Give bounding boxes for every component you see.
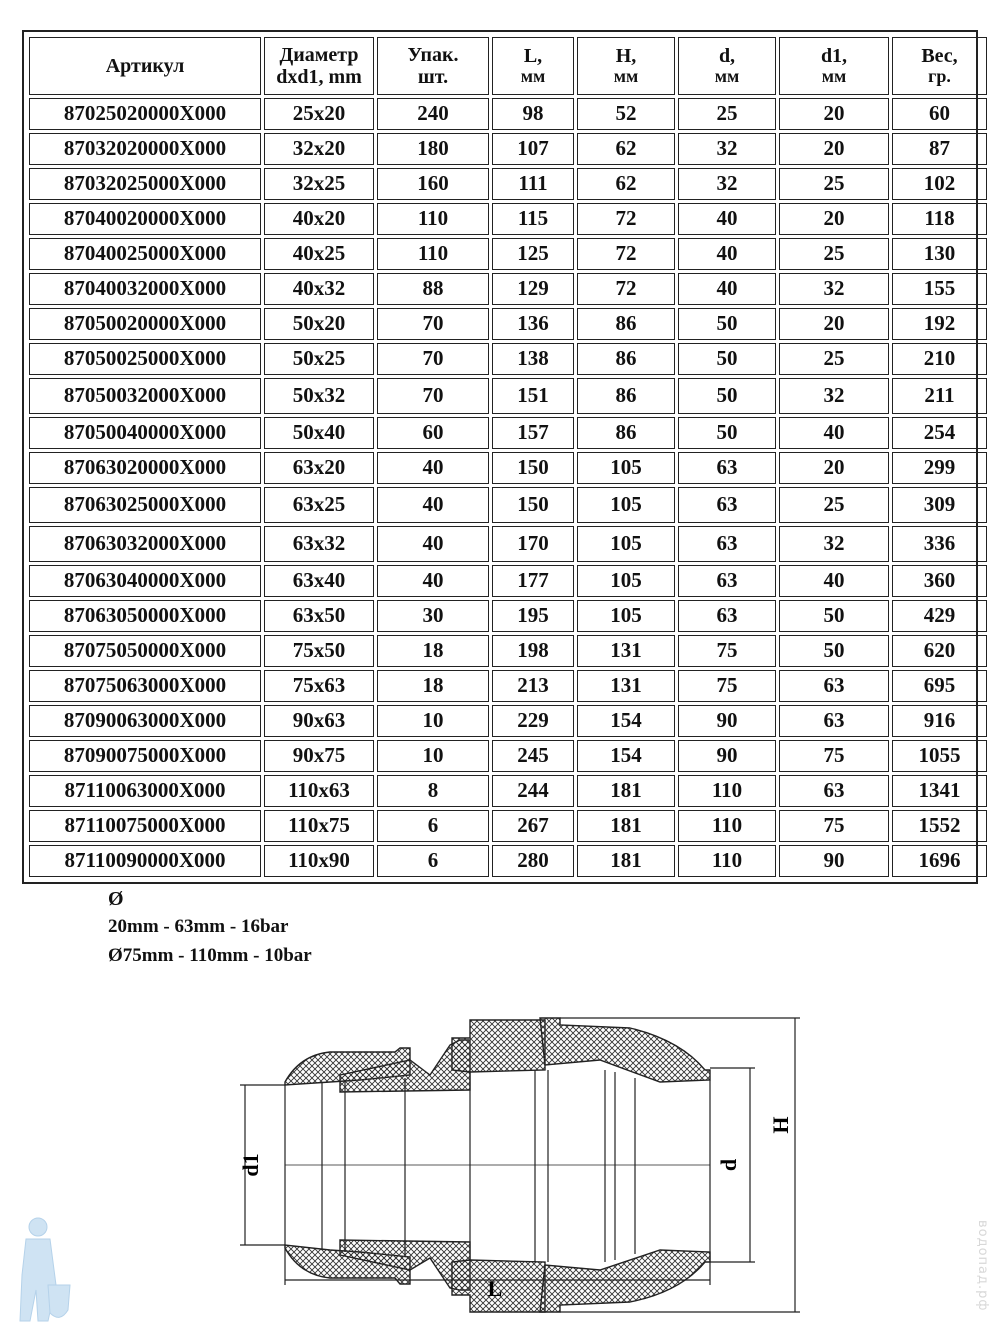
table-cell: 63x40 xyxy=(264,565,374,597)
table-cell: 87 xyxy=(892,133,987,165)
header-line-2: гр. xyxy=(928,66,951,87)
table-cell: 110 xyxy=(678,845,776,877)
table-cell: 177 xyxy=(492,565,574,597)
table-cell: 154 xyxy=(577,705,675,737)
table-cell: 136 xyxy=(492,308,574,340)
table-cell: 110 xyxy=(377,203,489,235)
fitting-cross-section-drawing xyxy=(0,1000,1000,1333)
table-cell: 25x20 xyxy=(264,98,374,130)
table-cell: 40x32 xyxy=(264,273,374,305)
table-cell: 32 xyxy=(678,168,776,200)
table-cell: 20 xyxy=(779,452,889,484)
table-row xyxy=(29,343,987,375)
table-cell: 87063025000X000 xyxy=(29,487,261,523)
table-cell: 50x32 xyxy=(264,378,374,414)
table-cell: 131 xyxy=(577,670,675,702)
table-row xyxy=(29,845,987,877)
table-cell: 40 xyxy=(377,487,489,523)
table-cell: 63x50 xyxy=(264,600,374,632)
table-cell: 32 xyxy=(678,133,776,165)
table-cell: 63 xyxy=(678,600,776,632)
column-header xyxy=(264,37,374,95)
header-line-1: d1, xyxy=(820,45,848,68)
table-cell: 336 xyxy=(892,526,987,562)
column-header xyxy=(29,37,261,95)
table-cell: 360 xyxy=(892,565,987,597)
table-cell: 110 xyxy=(377,238,489,270)
header-line-2: мм xyxy=(613,66,639,87)
table-cell: 87032020000X000 xyxy=(29,133,261,165)
table-cell: 110 xyxy=(678,775,776,807)
table-cell: 129 xyxy=(492,273,574,305)
table-cell: 25 xyxy=(779,168,889,200)
column-header xyxy=(678,37,776,95)
table-cell: 87063020000X000 xyxy=(29,452,261,484)
table-cell: 62 xyxy=(577,168,675,200)
table-cell: 72 xyxy=(577,238,675,270)
table-cell: 87040032000X000 xyxy=(29,273,261,305)
table-cell: 1055 xyxy=(892,740,987,772)
table-cell: 1552 xyxy=(892,810,987,842)
table-row xyxy=(29,452,987,484)
table-cell: 63 xyxy=(678,526,776,562)
table-cell: 181 xyxy=(577,810,675,842)
table-row xyxy=(29,526,987,562)
table-cell: 211 xyxy=(892,378,987,414)
header-line-2: мм xyxy=(520,66,546,87)
dimension-label-d: d xyxy=(716,1158,741,1172)
spec-table-container xyxy=(22,30,978,884)
table-cell: 50x20 xyxy=(264,308,374,340)
table-cell: 110 xyxy=(678,810,776,842)
table-cell: 87025020000X000 xyxy=(29,98,261,130)
table-row xyxy=(29,670,987,702)
table-cell: 118 xyxy=(892,203,987,235)
table-row xyxy=(29,705,987,737)
table-cell: 75x50 xyxy=(264,635,374,667)
table-row xyxy=(29,308,987,340)
table-cell: 110x75 xyxy=(264,810,374,842)
table-cell: 86 xyxy=(577,343,675,375)
diameter-symbol: Ø xyxy=(108,888,124,910)
table-cell: 63 xyxy=(779,705,889,737)
table-cell: 87075063000X000 xyxy=(29,670,261,702)
table-cell: 63 xyxy=(678,565,776,597)
table-cell: 10 xyxy=(377,740,489,772)
header-line-1: L, xyxy=(523,45,543,68)
table-cell: 195 xyxy=(492,600,574,632)
table-cell: 70 xyxy=(377,308,489,340)
table-cell: 102 xyxy=(892,168,987,200)
table-cell: 50 xyxy=(779,600,889,632)
table-cell: 87110063000X000 xyxy=(29,775,261,807)
table-cell: 6 xyxy=(377,845,489,877)
table-cell: 75 xyxy=(678,670,776,702)
table-cell: 20 xyxy=(779,308,889,340)
header-line-1: Упак. xyxy=(407,44,459,66)
table-cell: 916 xyxy=(892,705,987,737)
table-header-row xyxy=(29,37,987,95)
table-cell: 32x20 xyxy=(264,133,374,165)
table-cell: 87050040000X000 xyxy=(29,417,261,449)
column-header xyxy=(779,37,889,95)
table-cell: 20 xyxy=(779,133,889,165)
table-cell: 1696 xyxy=(892,845,987,877)
table-cell: 87050025000X000 xyxy=(29,343,261,375)
table-cell: 240 xyxy=(377,98,489,130)
header-line-2: шт. xyxy=(417,66,449,88)
table-cell: 229 xyxy=(492,705,574,737)
table-cell: 18 xyxy=(377,635,489,667)
table-row xyxy=(29,775,987,807)
table-row xyxy=(29,378,987,414)
header-line-2: мм xyxy=(714,66,740,87)
table-cell: 75 xyxy=(779,740,889,772)
table-cell: 210 xyxy=(892,343,987,375)
table-cell: 63 xyxy=(678,452,776,484)
table-cell: 70 xyxy=(377,378,489,414)
table-cell: 62 xyxy=(577,133,675,165)
table-cell: 87110075000X000 xyxy=(29,810,261,842)
table-row xyxy=(29,168,987,200)
table-row xyxy=(29,238,987,270)
table-cell: 32 xyxy=(779,526,889,562)
column-header xyxy=(577,37,675,95)
table-cell: 90 xyxy=(678,740,776,772)
table-cell: 50 xyxy=(678,378,776,414)
table-cell: 50x40 xyxy=(264,417,374,449)
table-cell: 70 xyxy=(377,343,489,375)
table-cell: 130 xyxy=(892,238,987,270)
table-cell: 20 xyxy=(779,98,889,130)
table-cell: 87063050000X000 xyxy=(29,600,261,632)
table-cell: 150 xyxy=(492,452,574,484)
table-cell: 87040025000X000 xyxy=(29,238,261,270)
table-cell: 280 xyxy=(492,845,574,877)
collar-top xyxy=(452,1020,545,1072)
table-cell: 150 xyxy=(492,487,574,523)
table-cell: 87090063000X000 xyxy=(29,705,261,737)
table-cell: 131 xyxy=(577,635,675,667)
table-cell: 75x63 xyxy=(264,670,374,702)
table-cell: 87050020000X000 xyxy=(29,308,261,340)
table-cell: 695 xyxy=(892,670,987,702)
right-nut-top xyxy=(540,1018,710,1082)
table-row xyxy=(29,203,987,235)
table-cell: 30 xyxy=(377,600,489,632)
table-cell: 213 xyxy=(492,670,574,702)
table-cell: 87063032000X000 xyxy=(29,526,261,562)
table-cell: 10 xyxy=(377,705,489,737)
table-cell: 63x32 xyxy=(264,526,374,562)
table-cell: 111 xyxy=(492,168,574,200)
table-cell: 75 xyxy=(678,635,776,667)
table-cell: 192 xyxy=(892,308,987,340)
table-cell: 50 xyxy=(678,417,776,449)
table-cell: 98 xyxy=(492,98,574,130)
table-cell: 63x20 xyxy=(264,452,374,484)
table-cell: 75 xyxy=(779,810,889,842)
table-cell: 90x75 xyxy=(264,740,374,772)
table-cell: 87032025000X000 xyxy=(29,168,261,200)
table-row xyxy=(29,740,987,772)
table-cell: 110x90 xyxy=(264,845,374,877)
column-header xyxy=(377,37,489,95)
table-cell: 72 xyxy=(577,203,675,235)
table-cell: 105 xyxy=(577,600,675,632)
header-line-1: d, xyxy=(718,45,736,68)
table-cell: 198 xyxy=(492,635,574,667)
table-cell: 86 xyxy=(577,378,675,414)
table-cell: 60 xyxy=(892,98,987,130)
table-cell: 63 xyxy=(779,670,889,702)
table-cell: 40 xyxy=(678,203,776,235)
table-cell: 72 xyxy=(577,273,675,305)
table-row xyxy=(29,810,987,842)
table-cell: 40 xyxy=(377,452,489,484)
table-row xyxy=(29,635,987,667)
table-cell: 32 xyxy=(779,378,889,414)
table-cell: 6 xyxy=(377,810,489,842)
table-cell: 105 xyxy=(577,487,675,523)
table-row xyxy=(29,565,987,597)
table-cell: 60 xyxy=(377,417,489,449)
table-row xyxy=(29,417,987,449)
table-cell: 88 xyxy=(377,273,489,305)
header-line-2: dxd1, mm xyxy=(276,66,362,88)
table-cell: 90 xyxy=(779,845,889,877)
table-cell: 105 xyxy=(577,526,675,562)
spec-table xyxy=(26,34,990,880)
table-row xyxy=(29,133,987,165)
table-cell: 87050032000X000 xyxy=(29,378,261,414)
plumber-mascot-logo xyxy=(8,1215,78,1325)
column-header xyxy=(492,37,574,95)
table-cell: 107 xyxy=(492,133,574,165)
table-cell: 40 xyxy=(779,417,889,449)
table-cell: 40 xyxy=(678,273,776,305)
table-cell: 87040020000X000 xyxy=(29,203,261,235)
table-cell: 115 xyxy=(492,203,574,235)
dimension-label-d1: d1 xyxy=(238,1153,263,1177)
table-cell: 309 xyxy=(892,487,987,523)
table-cell: 105 xyxy=(577,565,675,597)
table-cell: 18 xyxy=(377,670,489,702)
table-cell: 63 xyxy=(678,487,776,523)
column-header xyxy=(892,37,987,95)
table-cell: 50 xyxy=(678,343,776,375)
table-cell: 1341 xyxy=(892,775,987,807)
table-cell: 32x25 xyxy=(264,168,374,200)
table-cell: 86 xyxy=(577,417,675,449)
dimension-label-H: H xyxy=(768,1116,793,1134)
site-watermark: водопад.рф xyxy=(975,1220,990,1312)
table-cell: 50 xyxy=(779,635,889,667)
table-cell: 180 xyxy=(377,133,489,165)
table-cell: 52 xyxy=(577,98,675,130)
table-cell: 90x63 xyxy=(264,705,374,737)
table-cell: 125 xyxy=(492,238,574,270)
table-row xyxy=(29,98,987,130)
table-cell: 170 xyxy=(492,526,574,562)
table-row xyxy=(29,487,987,523)
bore-lines xyxy=(285,1070,710,1262)
table-cell: 154 xyxy=(577,740,675,772)
table-cell: 20 xyxy=(779,203,889,235)
table-row xyxy=(29,273,987,305)
table-cell: 157 xyxy=(492,417,574,449)
table-cell: 429 xyxy=(892,600,987,632)
pressure-note-1: 20mm - 63mm - 16bar xyxy=(108,916,289,937)
table-cell: 63x25 xyxy=(264,487,374,523)
table-cell: 155 xyxy=(892,273,987,305)
header-line-1: Вес, xyxy=(921,45,958,68)
table-cell: 620 xyxy=(892,635,987,667)
table-body xyxy=(29,98,987,877)
table-cell: 299 xyxy=(892,452,987,484)
table-cell: 40 xyxy=(377,565,489,597)
table-cell: 254 xyxy=(892,417,987,449)
table-cell: 181 xyxy=(577,775,675,807)
table-cell: 105 xyxy=(577,452,675,484)
pressure-note-2: Ø75mm - 110mm - 10bar xyxy=(108,945,312,966)
table-cell: 181 xyxy=(577,845,675,877)
table-cell: 87090075000X000 xyxy=(29,740,261,772)
table-cell: 50 xyxy=(678,308,776,340)
table-row xyxy=(29,600,987,632)
table-cell: 87063040000X000 xyxy=(29,565,261,597)
table-cell: 86 xyxy=(577,308,675,340)
table-cell: 245 xyxy=(492,740,574,772)
table-cell: 40x20 xyxy=(264,203,374,235)
table-cell: 32 xyxy=(779,273,889,305)
table-cell: 25 xyxy=(678,98,776,130)
table-cell: 151 xyxy=(492,378,574,414)
table-cell: 40x25 xyxy=(264,238,374,270)
table-cell: 63 xyxy=(779,775,889,807)
table-cell: 8 xyxy=(377,775,489,807)
table-cell: 267 xyxy=(492,810,574,842)
header-line-2: мм xyxy=(821,66,847,87)
table-cell: 90 xyxy=(678,705,776,737)
table-cell: 40 xyxy=(678,238,776,270)
table-cell: 160 xyxy=(377,168,489,200)
table-cell: 40 xyxy=(779,565,889,597)
table-cell: 50x25 xyxy=(264,343,374,375)
table-cell: 138 xyxy=(492,343,574,375)
table-cell: 25 xyxy=(779,487,889,523)
header-line-1: H, xyxy=(615,45,637,68)
table-cell: 40 xyxy=(377,526,489,562)
table-cell: 244 xyxy=(492,775,574,807)
table-cell: 87110090000X000 xyxy=(29,845,261,877)
dimension-label-L: L xyxy=(487,1276,503,1301)
table-cell: 87075050000X000 xyxy=(29,635,261,667)
header-line-1: Артикул xyxy=(105,55,185,77)
table-cell: 25 xyxy=(779,343,889,375)
right-nut-bottom xyxy=(540,1250,710,1312)
table-cell: 25 xyxy=(779,238,889,270)
table-cell: 110x63 xyxy=(264,775,374,807)
header-line-1: Диаметр xyxy=(279,44,359,66)
